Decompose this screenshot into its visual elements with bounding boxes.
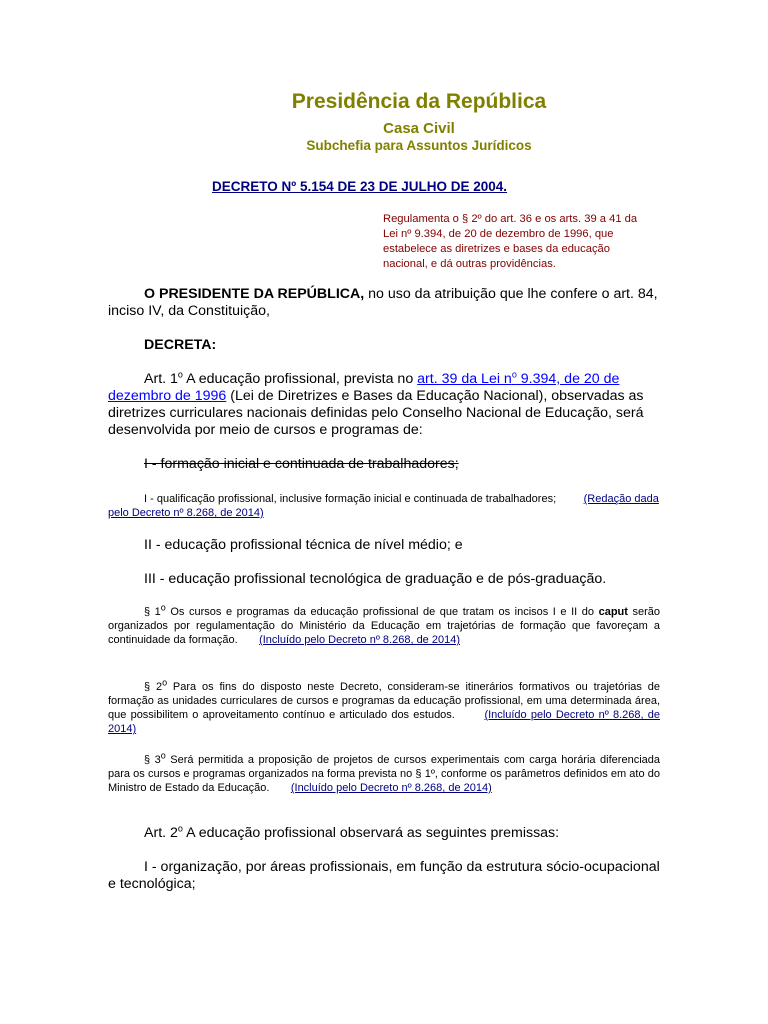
- par2-ref-link[interactable]: (Incluído pelo Decreto nº 8.268, de 2014): [108, 709, 660, 735]
- paragraph-2: [108, 677, 660, 736]
- par1-ref-link[interactable]: (Incluído pelo Decreto nº 8.268, de 2014): [259, 634, 460, 646]
- decreta-heading: [108, 337, 660, 354]
- art1-text-a: A educação profissional, prevista no: [182, 371, 418, 387]
- art2-sup: o: [177, 823, 183, 834]
- preamble-bold: O PRESIDENTE DA REPÚBLICA,: [144, 286, 365, 302]
- decree-title-link[interactable]: DECRETO Nº 5.154 DE 23 DE JULHO DE 2004.: [212, 179, 508, 194]
- art2-text: A educação profissional observará as seguintes premissas:: [182, 825, 560, 841]
- par3-label: § 3: [144, 754, 161, 766]
- art1-label: Art. 1: [144, 371, 178, 387]
- article-1: [108, 371, 660, 439]
- item1-ref-link[interactable]: (Redação dada pelo Decreto nº 8.268, de 2014): [108, 493, 659, 519]
- paragraph-3: [108, 750, 660, 795]
- preamble-text: no uso da atribuição que lhe confere o art. 84, inciso IV, da Constituição,: [108, 286, 658, 319]
- par1-text-a: Os cursos e programas da educação profissional de que tratam os incisos I e II do: [165, 606, 599, 618]
- par1-sup: o: [160, 602, 166, 613]
- par2-label: § 2: [144, 681, 163, 693]
- preamble: [108, 286, 660, 320]
- article-2: [108, 825, 660, 842]
- item-3: [108, 571, 660, 588]
- lei-link-text-b[interactable]: 9.394, de 20 de dezembro de 1996: [108, 371, 620, 404]
- header-subtitle-2: Subchefia para Assuntos Jurídicos: [306, 138, 532, 153]
- par3-text: Será permitida a proposição de projetos de cursos experimentais com carga horária diferenciada para os cursos e programas organizados na forma prevista no § 1º, conforme os parâmetros definidos em ato do Ministro de Estado da Educação.: [108, 754, 660, 794]
- lei-link-text-a[interactable]: art. 39 da Lei n: [417, 371, 512, 387]
- par2-text: Para os fins do disposto neste Decreto, consideram-se itinerários formativos ou trajetórias de formação as unidades curriculares de cursos e programas da educação profissional, em uma determinada área, que possibilitem o aproveitamento contínuo e articulado dos estudos.: [108, 681, 660, 721]
- art2-item-1: [108, 859, 660, 893]
- par1-label: § 1: [144, 606, 161, 618]
- item2-text: II - educação profissional técnica de nível médio; e: [144, 537, 463, 553]
- decreta-label: DECRETA:: [144, 337, 217, 353]
- par3-sup: o: [160, 750, 166, 761]
- ementa-text: Regulamenta o § 2º do art. 36 e os arts. 39 a 41 da Lei nº 9.394, de 20 de dezembro de 1996, que estabelece as diretrizes e bases da educação nacional, e dá outras providências.: [383, 213, 638, 270]
- item1-struck-text: I - formação inicial e continuada de trabalhadores;: [144, 456, 459, 472]
- art2-label: Art. 2: [144, 825, 178, 841]
- lei-link-sup[interactable]: o: [511, 369, 517, 380]
- header-subtitle: Casa Civil: [383, 120, 455, 137]
- par1-text-b: serão organizados por regulamentação do Ministério da Educação em trajetórias de formação que favoreçam a continuidade da formação.: [108, 606, 660, 646]
- item3-text: III - educação profissional tecnológica de graduação e de pós-graduação.: [144, 571, 607, 587]
- par2-sup: o: [162, 677, 168, 688]
- item-2: [108, 537, 660, 554]
- item1-new-text: I - qualificação profissional, inclusive formação inicial e continuada de trabalhadores;: [144, 493, 557, 505]
- par3-ref-link[interactable]: (Incluído pelo Decreto nº 8.268, de 2014): [290, 782, 492, 794]
- par1-bold: caput: [598, 606, 628, 618]
- item-1-revoked: [108, 456, 660, 473]
- paragraph-1: [108, 602, 660, 647]
- art1-text-b: (Lei de Diretrizes e Bases da Educação Nacional), observadas as diretrizes curriculares nacionais definidas pelo Conselho Nacional de Educação, será desenvolvida por meio de cursos e programas de:: [108, 388, 644, 438]
- art1-sup: o: [177, 369, 183, 380]
- item-1-new: [108, 492, 660, 520]
- header-title: Presidência da República: [291, 90, 547, 113]
- art2-item1-text: I - organização, por áreas profissionais, em função da estrutura sócio-ocupacional e tecnológica;: [108, 859, 660, 892]
